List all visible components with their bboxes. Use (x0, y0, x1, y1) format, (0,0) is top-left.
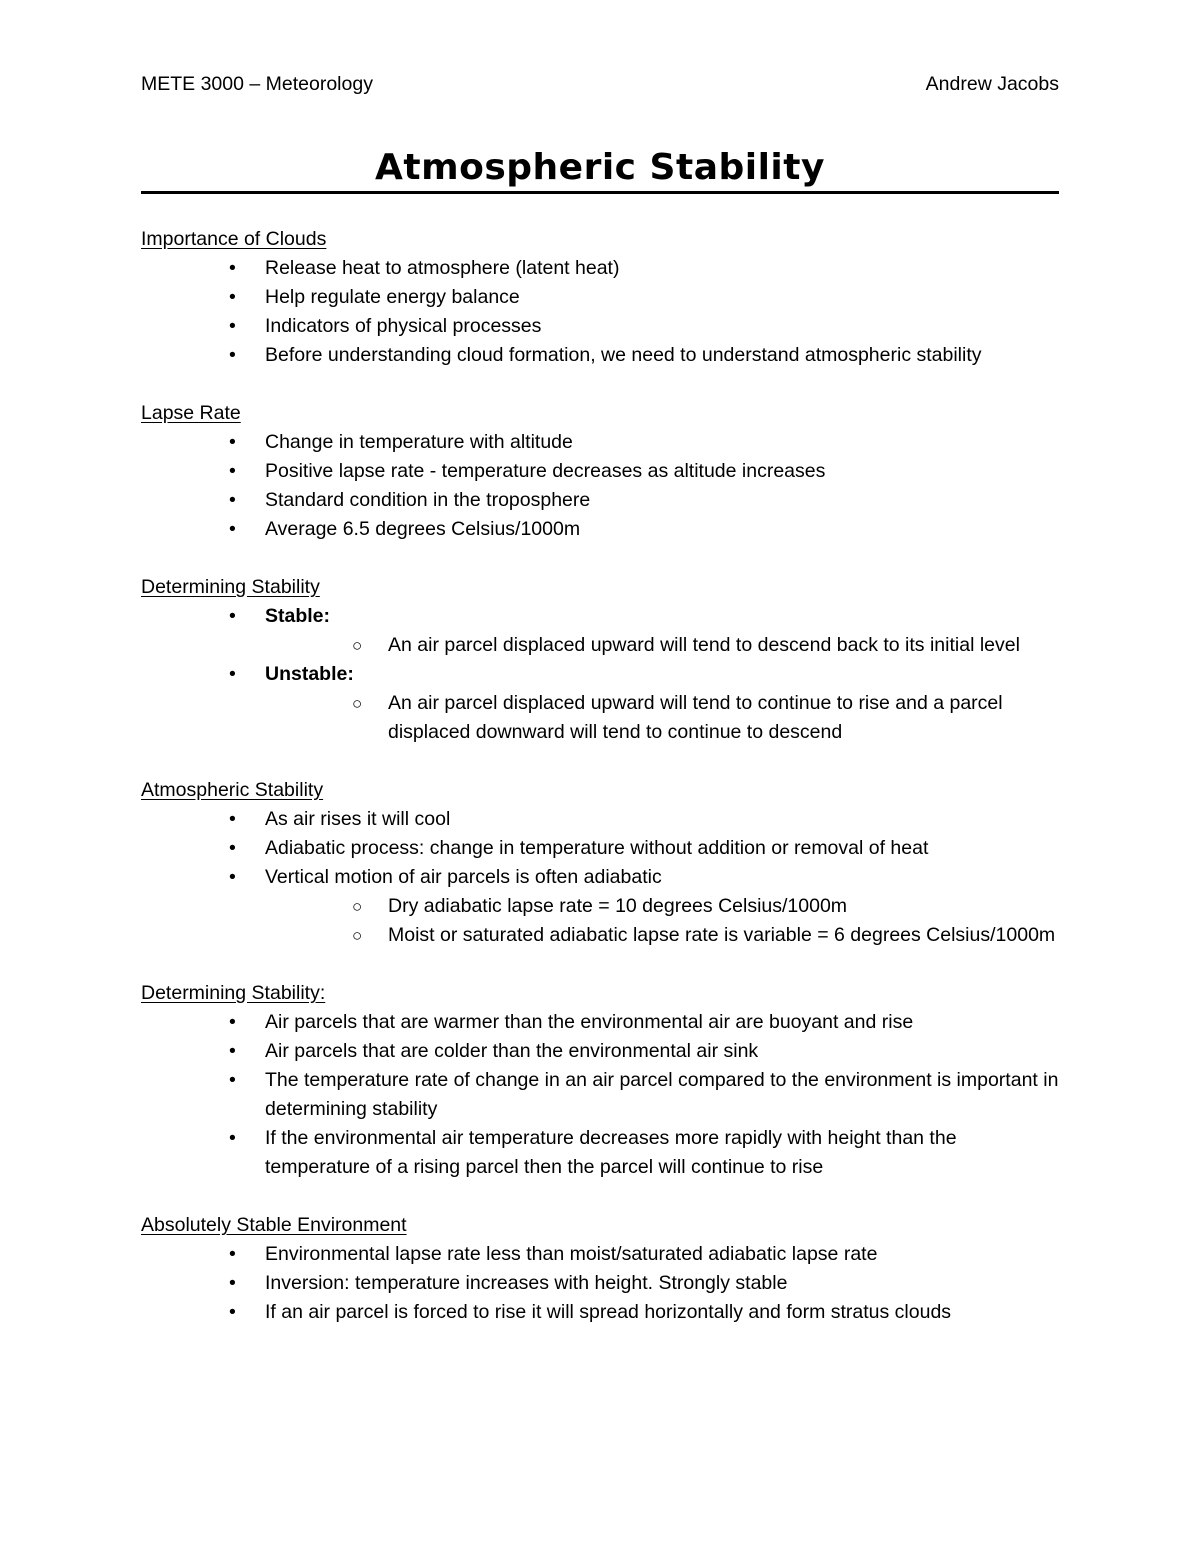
bullet-icon: • (229, 286, 236, 308)
bullet-icon: • (229, 1272, 236, 1294)
bullet-icon: • (229, 1127, 236, 1149)
bullet-list (141, 1008, 1059, 1182)
sub-list-item (141, 921, 1059, 950)
list-item-text: Positive lapse rate - temperature decreases as altitude increases (265, 460, 826, 482)
list-item-text: Standard condition in the troposphere (265, 489, 591, 511)
bullet-list (141, 1240, 1059, 1327)
bullet-icon: • (229, 344, 236, 366)
bullet-list (141, 254, 1059, 370)
section-heading: Determining Stability: (141, 982, 326, 1004)
list-item (141, 805, 1059, 834)
bullet-icon: • (229, 257, 236, 279)
bullet-icon: • (229, 1069, 236, 1091)
bullet-icon: • (229, 518, 236, 540)
title-block (141, 147, 1059, 194)
list-item-text: The temperature rate of change in an air parcel compared to the environment is important in determining stability (265, 1069, 1059, 1120)
list-item (141, 457, 1059, 486)
bullet-icon: • (229, 460, 236, 482)
list-item (141, 486, 1059, 515)
list-item-text: Help regulate energy balance (265, 286, 520, 308)
list-item-text: Adiabatic process: change in temperature without addition or removal of heat (265, 837, 929, 859)
list-item (141, 1269, 1059, 1298)
bullet-list (141, 428, 1059, 544)
list-item (141, 515, 1059, 544)
list-item-text: Inversion: temperature increases with height. Strongly stable (265, 1272, 788, 1294)
section-importance-of-clouds (141, 225, 1059, 370)
circle-bullet-icon: ○ (352, 926, 363, 945)
circle-bullet-icon: ○ (352, 694, 363, 713)
list-item-text: Air parcels that are warmer than the environmental air are buoyant and rise (265, 1011, 914, 1033)
bullet-icon: • (229, 1243, 236, 1265)
page-header (141, 70, 1059, 98)
bullet-icon: • (229, 808, 236, 830)
author-name: Andrew Jacobs (925, 73, 1059, 95)
sub-bullet-list (265, 689, 1059, 747)
bullet-icon: • (229, 663, 236, 685)
list-item-text: If an air parcel is forced to rise it will spread horizontally and form stratus clouds (265, 1301, 952, 1323)
bullet-icon: • (229, 1301, 236, 1323)
list-item-text: Environmental lapse rate less than moist/saturated adiabatic lapse rate (265, 1243, 878, 1265)
list-item-text: If the environmental air temperature decreases more rapidly with height than the temperature of a rising parcel then the parcel will continue to rise (265, 1127, 957, 1178)
list-item (141, 428, 1059, 457)
list-item-text: As air rises it will cool (265, 808, 451, 830)
section-heading: Atmospheric Stability (141, 779, 324, 801)
sub-list-item-text: Moist or saturated adiabatic lapse rate is variable = 6 degrees Celsius/1000m (388, 924, 1056, 946)
course-name: METE 3000 – Meteorology (141, 73, 373, 95)
bullet-icon: • (229, 489, 236, 511)
list-item (141, 1298, 1059, 1327)
bullet-list (141, 602, 1059, 747)
list-item (141, 660, 1059, 747)
sub-list-item-text: An air parcel displaced upward will tend to descend back to its initial level (388, 634, 1020, 656)
section-heading: Determining Stability (141, 576, 320, 598)
sub-list-item-text: An air parcel displaced upward will tend to continue to rise and a parcel displaced downward will tend to continue to descend (388, 692, 1003, 743)
bullet-list (141, 805, 1059, 950)
list-item-text: Vertical motion of air parcels is often adiabatic (265, 866, 662, 888)
list-item (141, 1066, 1059, 1124)
sub-list-item (141, 631, 1059, 660)
section-determining-stability-2 (141, 979, 1059, 1182)
list-item-text: Indicators of physical processes (265, 315, 542, 337)
sub-bullet-list (265, 892, 1059, 950)
list-item (141, 1240, 1059, 1269)
sub-bullet-list (265, 631, 1059, 660)
list-item-text: Release heat to atmosphere (latent heat) (265, 257, 620, 279)
list-item-text: Before understanding cloud formation, we need to understand atmospheric stability (265, 344, 982, 366)
section-heading: Absolutely Stable Environment (141, 1214, 407, 1236)
circle-bullet-icon: ○ (352, 636, 363, 655)
list-item (141, 254, 1059, 283)
list-item (141, 1008, 1059, 1037)
list-item (141, 312, 1059, 341)
section-absolutely-stable-environment (141, 1211, 1059, 1327)
document-page (141, 70, 1059, 1327)
sub-list-item (141, 689, 1059, 747)
list-item-text: Air parcels that are colder than the environmental air sink (265, 1040, 759, 1062)
list-item (141, 602, 1059, 660)
list-item (141, 283, 1059, 312)
section-determining-stability (141, 573, 1059, 747)
bullet-icon: • (229, 1040, 236, 1062)
bullet-icon: • (229, 1011, 236, 1033)
bullet-icon: • (229, 837, 236, 859)
list-item (141, 863, 1059, 950)
section-heading: Lapse Rate (141, 402, 241, 424)
list-item (141, 1037, 1059, 1066)
sub-list-item (141, 892, 1059, 921)
list-item-text: Unstable: (265, 663, 354, 685)
list-item (141, 834, 1059, 863)
sub-list-item-text: Dry adiabatic lapse rate = 10 degrees Celsius/1000m (388, 895, 848, 917)
section-heading: Importance of Clouds (141, 228, 327, 250)
list-item (141, 341, 1059, 370)
list-item-text: Change in temperature with altitude (265, 431, 573, 453)
list-item-text: Average 6.5 degrees Celsius/1000m (265, 518, 581, 540)
bullet-icon: • (229, 866, 236, 888)
bullet-icon: • (229, 315, 236, 337)
list-item-text: Stable: (265, 605, 331, 627)
list-item (141, 1124, 1059, 1182)
section-lapse-rate (141, 399, 1059, 544)
circle-bullet-icon: ○ (352, 897, 363, 916)
section-atmospheric-stability (141, 776, 1059, 950)
document-title: Atmospheric Stability (375, 147, 825, 188)
bullet-icon: • (229, 605, 236, 627)
bullet-icon: • (229, 431, 236, 453)
